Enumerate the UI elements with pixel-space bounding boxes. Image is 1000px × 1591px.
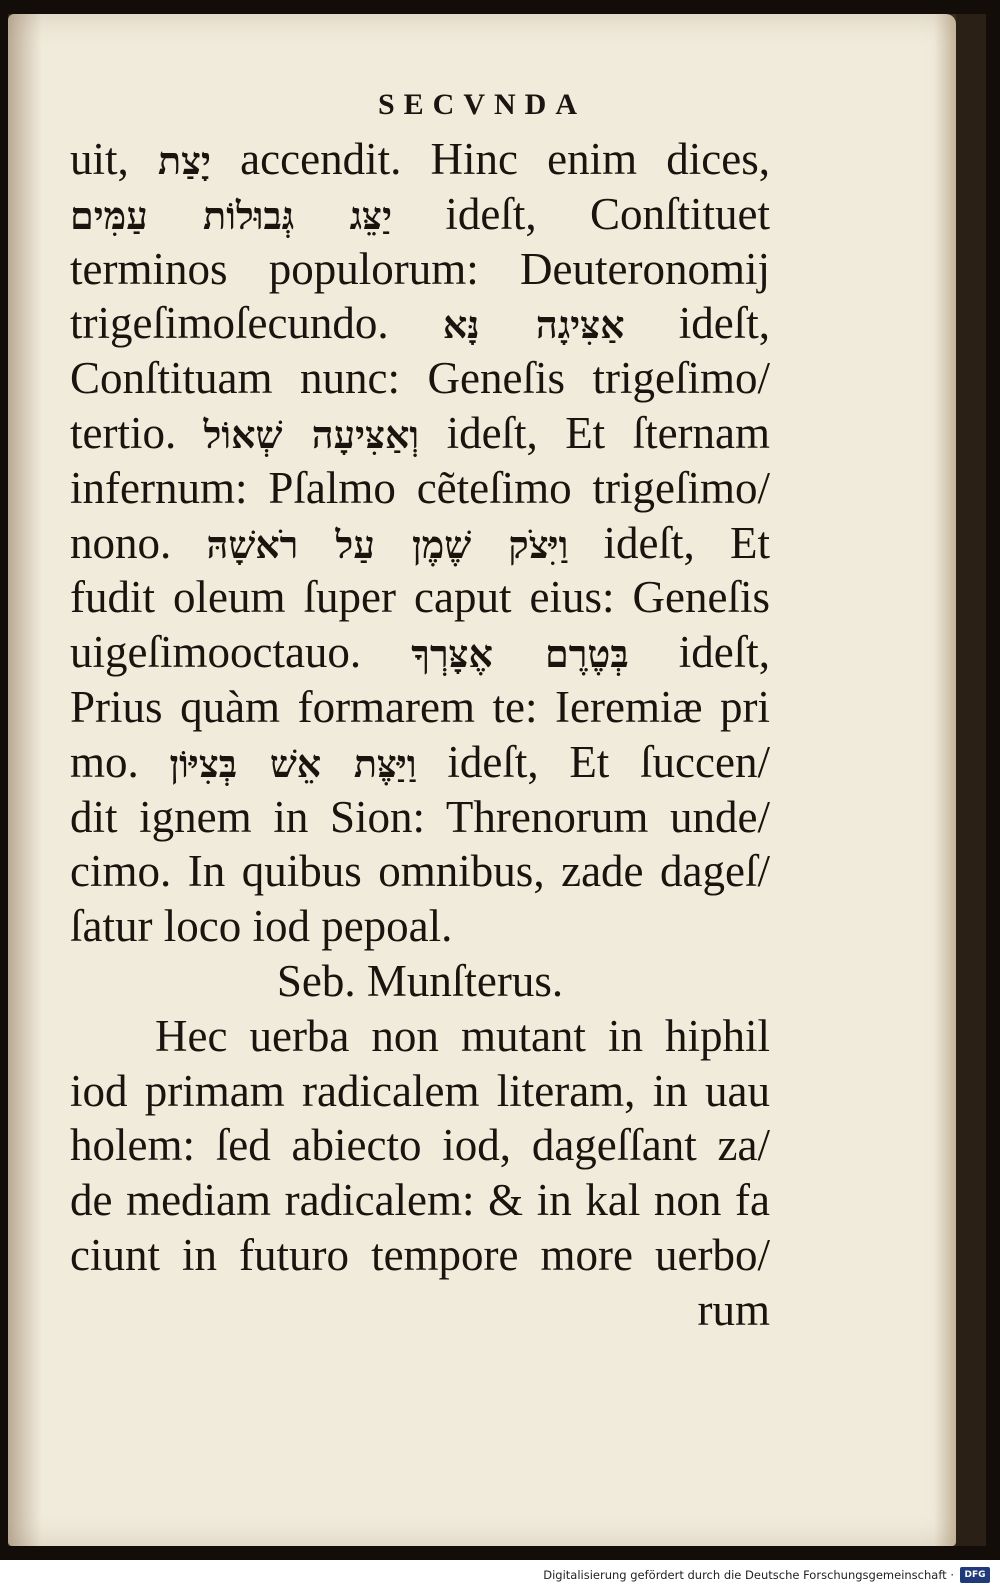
latin-text: Seb. Munſterus. <box>276 955 564 1006</box>
latin-text: trigeſimoſecundo. <box>70 298 443 349</box>
latin-text: ideſt, Et ſternam <box>419 407 771 458</box>
hebrew-text: יַצֵּג גְּבוּלוֹת עַמִּים <box>70 192 393 238</box>
text-line <box>70 625 770 680</box>
latin-text: fudit oleum ſuper caput eius: Geneſis <box>70 572 770 623</box>
footer-credit: Digitalisierung gefördert durch die Deutsche Forschungsgemeinschaft · <box>543 1568 954 1582</box>
text-line <box>70 132 770 187</box>
text-line <box>70 242 770 297</box>
hebrew-text: בְּטֶרֶם אֶצָּרְךָ <box>411 631 629 677</box>
latin-text: nono. <box>70 517 207 568</box>
text-line <box>70 899 770 954</box>
hebrew-text: אַצִּיגָה נָּא <box>442 302 625 348</box>
book-edge <box>956 14 986 1546</box>
latin-text: de mediam radicalem: & in kal non fa <box>70 1175 770 1226</box>
text-line <box>70 844 770 899</box>
hebrew-text: יָצַת <box>157 138 211 183</box>
text-line <box>70 516 770 571</box>
dfg-logo-icon: DFG <box>960 1567 990 1583</box>
latin-text: Hec uerba non mutant in hiphil <box>155 1010 770 1061</box>
latin-text: ideſt, Conſtituet <box>392 188 770 239</box>
latin-text: infernum: Pſalmo cẽteſimo trigeſimo/ <box>70 462 770 513</box>
hebrew-text: וְאַצִּיעָה שְׁאוֹל <box>203 411 420 457</box>
text-line <box>70 790 770 845</box>
author-heading <box>70 954 770 1009</box>
text-line <box>70 1009 770 1064</box>
latin-text: accendit. Hinc enim dices, <box>211 134 770 184</box>
text-line <box>70 570 770 625</box>
latin-text: iod primam radicalem literam, in uau <box>70 1065 770 1116</box>
latin-text: ideſt, Et <box>568 517 771 568</box>
text-block <box>70 132 770 1338</box>
text-line <box>70 351 770 406</box>
latin-text: terminos populorum: Deuteronomij <box>70 243 770 294</box>
text-line <box>70 1064 770 1119</box>
latin-text: uigeſimooctauo. <box>70 627 412 678</box>
latin-text: ideſt, Et ſuccen/ <box>416 736 770 787</box>
latin-text: mo. <box>70 736 170 787</box>
latin-text: ideſt, <box>628 627 771 678</box>
text-line <box>70 1228 770 1283</box>
latin-text: uit, <box>70 134 158 184</box>
latin-text: tertio. <box>70 407 204 458</box>
text-line <box>70 680 770 735</box>
latin-text: ſatur loco iod pepoal. <box>70 901 453 952</box>
hebrew-text: וַיִּצֹק שֶׁמֶן עַל רֹאשָׁהּ <box>206 521 569 567</box>
latin-text: dit ignem in Sion: Threnorum unde/ <box>70 791 770 842</box>
text-line <box>70 406 770 461</box>
book-page <box>8 14 956 1546</box>
latin-text: Prius quàm formarem te: Ieremiæ pri <box>70 681 770 732</box>
text-line <box>70 1173 770 1228</box>
latin-text: Conſtituam nunc: Geneſis trigeſimo/ <box>70 353 770 404</box>
text-line <box>70 461 770 516</box>
latin-text: ideſt, <box>624 298 771 349</box>
latin-text: rum <box>697 1284 770 1335</box>
text-line <box>70 187 770 242</box>
running-head: SECVNDA <box>377 88 587 121</box>
latin-text: cimo. In quibus omnibus, zade dageſ/ <box>70 846 770 897</box>
text-line <box>70 296 770 351</box>
latin-text: ciunt in futuro tempore more uerbo/ <box>70 1229 770 1280</box>
latin-text: holem: ſed abiecto iod, dageſſant za/ <box>70 1120 770 1171</box>
hebrew-text: וַיַּצֶּת אֵשׁ בְּצִיּוֹן <box>169 740 417 786</box>
digitization-footer <box>0 1560 1000 1591</box>
catchword <box>70 1283 770 1338</box>
text-line <box>70 735 770 790</box>
text-line <box>70 1118 770 1173</box>
